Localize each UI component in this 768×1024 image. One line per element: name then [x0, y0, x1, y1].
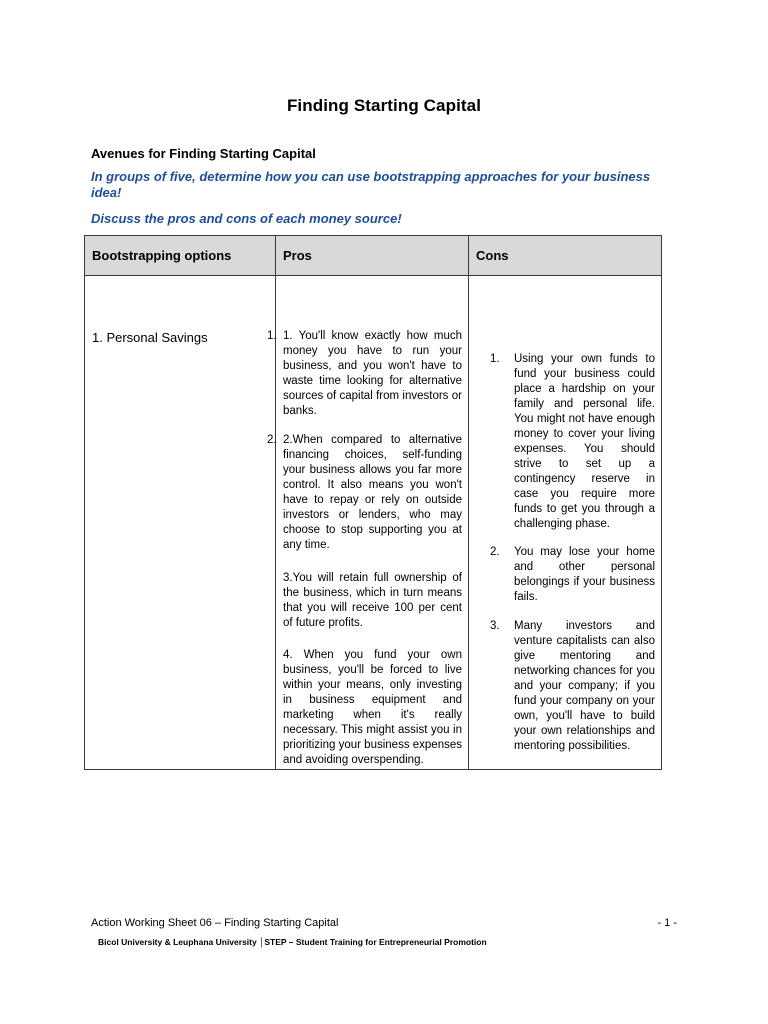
con-number: 3.	[490, 620, 500, 632]
section-subtitle: Avenues for Finding Starting Capital	[91, 146, 316, 161]
header-pros: Pros	[276, 236, 469, 276]
bootstrapping-table	[84, 235, 662, 770]
header-options: Bootstrapping options	[85, 236, 276, 276]
pros-cell	[267, 276, 469, 770]
instruction-2: Discuss the pros and cons of each money source!	[91, 211, 402, 226]
con-item-2	[490, 545, 655, 605]
pro-text: 3.You will retain full ownership of the business, which in turn means that you will receive 100 per cent of future profits.	[283, 572, 462, 629]
pro-item-2	[267, 433, 462, 553]
cons-cell	[469, 276, 662, 770]
option-personal-savings: 1. Personal Savings	[92, 330, 208, 345]
con-text: Using your own funds to fund your business could place a hardship on your family and personal life. You might not have enough money to cover your living expenses. You should strive to set up a contingency reserve in case you require more funds to get you through a challenging phase.	[514, 353, 655, 530]
con-item-1	[490, 352, 655, 532]
page-title: Finding Starting Capital	[286, 96, 482, 115]
instruction-1: In groups of five, determine how you can use bootstrapping approaches for your business idea!	[91, 169, 651, 200]
pro-item-1	[267, 329, 462, 419]
con-item-3	[490, 619, 655, 754]
footer-organization: Bicol University & Leuphana University │STEP – Student Training for Entrepreneurial Promotion	[98, 937, 487, 947]
pro-text: 1. You'll know exactly how much money you have to run your business, and you won't have to waste time looking for alternative sources of capital from investors or banks.	[283, 330, 462, 417]
pro-item-4	[283, 648, 462, 768]
table-row	[85, 276, 662, 770]
pro-number: 1.	[267, 330, 277, 342]
page-number: - 1 -	[657, 917, 677, 929]
con-number: 1.	[490, 353, 500, 365]
footer-sheet-title: Action Working Sheet 06 – Finding Starting Capital	[91, 917, 339, 929]
pro-text: 4. When you fund your own business, you'll be forced to live within your means, only investing in business equipment and marketing when it's really necessary. This might assist you in prioritizing your business expenses and avoiding overspending.	[283, 649, 462, 766]
table-header-row	[85, 236, 662, 276]
pro-text: 2.When compared to alternative financing choices, self-funding your business allows you far more control. It also means you won't have to repay or rely on outside investors or lenders, who may choose to stop supporting you at any time.	[283, 434, 462, 551]
con-text: You may lose your home and other personal belongings if your business fails.	[514, 546, 655, 603]
pro-item-3	[283, 571, 462, 631]
footer-sheet-line	[91, 917, 677, 929]
con-text: Many investors and venture capitalists can also give mentoring and networking chances for you and your company; if you fund your company on your own, you'll have to build your own relationships and mentoring possibilities.	[514, 620, 655, 752]
header-cons: Cons	[469, 236, 662, 276]
options-cell	[85, 276, 276, 770]
pro-number: 2.	[267, 434, 277, 446]
con-number: 2.	[490, 546, 500, 558]
